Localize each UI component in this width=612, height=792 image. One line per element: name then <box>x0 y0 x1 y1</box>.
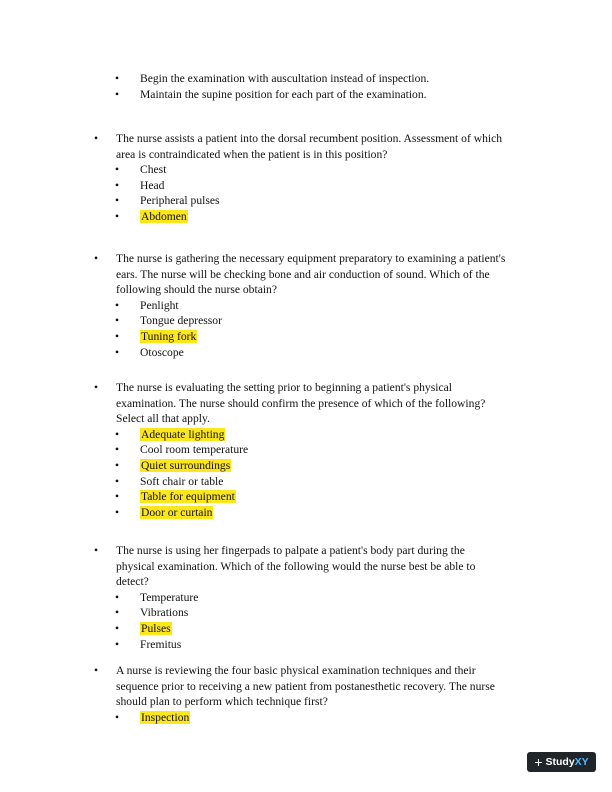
intro-list <box>0 71 612 102</box>
bullet: • <box>115 474 120 488</box>
answer-option <box>0 345 612 361</box>
highlighted-answer: Table for equipment <box>141 490 235 504</box>
highlighted-answer: Abdomen <box>141 210 187 224</box>
answer-option <box>0 193 612 209</box>
question-line: A nurse is reviewing the four basic physical examination techniques and their <box>116 664 476 677</box>
option-text: Tongue depressor <box>140 314 222 328</box>
option-text: Penlight <box>140 298 179 312</box>
bullet: • <box>115 637 120 651</box>
option-text: Peripheral pulses <box>140 194 220 208</box>
highlighted-answer: Tuning fork <box>141 329 197 343</box>
option-text: Cool room temperature <box>140 443 249 457</box>
bullet: • <box>115 329 120 343</box>
question-text <box>116 131 521 162</box>
bullet: • <box>115 298 120 312</box>
list-item <box>0 71 612 87</box>
question-bullet: • <box>94 252 99 265</box>
question-bullet: • <box>94 544 99 557</box>
bullet: • <box>115 490 120 504</box>
question-5 <box>0 663 612 725</box>
question-2 <box>0 251 612 360</box>
highlighted-answer: Quiet surroundings <box>141 458 231 472</box>
answer-option <box>0 474 612 490</box>
question-text <box>116 380 521 427</box>
question-line: examination. The nurse should confirm the presence of which of the following? <box>116 396 486 410</box>
bullet: • <box>115 443 120 457</box>
studyxy-badge[interactable] <box>527 752 596 772</box>
bullet: • <box>115 590 120 604</box>
bullet: • <box>115 178 120 192</box>
answer-list <box>0 427 612 521</box>
answer-option-correct <box>0 329 612 345</box>
question-line: detect? <box>116 575 149 588</box>
question-3 <box>0 380 612 521</box>
question-line: following should the nurse obtain? <box>116 283 277 296</box>
option-text: Soft chair or table <box>140 474 224 488</box>
question-bullet: • <box>94 381 99 394</box>
answer-option <box>0 298 612 314</box>
answer-option <box>0 162 612 178</box>
option-text: Fremitus <box>140 637 182 651</box>
answer-list <box>0 162 612 225</box>
question-line: The nurse assists a patient into the dorsal recumbent position. Assessment of which <box>116 132 503 145</box>
brand-name <box>546 752 589 772</box>
question-line: The nurse is using her fingerpads to palpate a patient's body part during the <box>116 544 465 557</box>
bullet: • <box>115 72 120 85</box>
answer-option <box>0 313 612 329</box>
answer-option-correct <box>0 621 612 637</box>
option-text: Vibrations <box>140 606 189 620</box>
bullet: • <box>115 163 120 176</box>
bullet: • <box>115 314 120 328</box>
highlighted-answer: Inspection <box>141 710 190 724</box>
question-line: The nurse is evaluating the setting prior to beginning a patient's physical <box>116 381 452 394</box>
option-text: Head <box>140 178 165 192</box>
brand-accent: XY <box>574 756 589 768</box>
bullet: • <box>115 87 120 101</box>
question-line: sequence prior to receiving a new patient from postanesthetic recovery. The nurse <box>116 679 495 693</box>
bullet: • <box>115 606 120 620</box>
question-line: area is contraindicated when the patient is in this position? <box>116 147 388 161</box>
question-bullet: • <box>94 132 99 145</box>
question-4 <box>0 543 612 652</box>
question-bullet: • <box>94 664 99 677</box>
highlighted-answer: Adequate lighting <box>141 427 225 441</box>
answer-option-correct <box>0 427 612 443</box>
item-text: Maintain the supine position for each part of the examination. <box>140 87 427 101</box>
answer-option <box>0 605 612 621</box>
answer-option-correct <box>0 458 612 474</box>
question-1 <box>0 131 612 225</box>
option-text: Chest <box>140 163 167 176</box>
item-text: Begin the examination with auscultation instead of inspection. <box>140 72 430 85</box>
bullet: • <box>115 458 120 472</box>
bullet: • <box>115 345 120 359</box>
answer-option <box>0 178 612 194</box>
bullet: • <box>115 194 120 208</box>
bullet: • <box>115 427 120 441</box>
answer-option <box>0 590 612 606</box>
highlighted-answer: Pulses <box>141 621 171 635</box>
bullet: • <box>115 710 120 724</box>
question-text <box>116 543 521 590</box>
option-text: Otoscope <box>140 345 184 359</box>
question-line: ears. The nurse will be checking bone and air conduction of sound. Which of the <box>116 267 490 281</box>
brand-text: Study <box>545 756 575 768</box>
answer-list <box>0 710 612 726</box>
answer-option-correct <box>0 489 612 505</box>
question-text <box>116 251 521 298</box>
answer-list <box>0 590 612 653</box>
answer-option <box>0 637 612 653</box>
question-line: should plan to perform which technique first? <box>116 695 328 708</box>
answer-option-correct <box>0 505 612 521</box>
question-line: Select all that apply. <box>116 412 210 425</box>
answer-option <box>0 442 612 458</box>
bullet: • <box>115 621 120 635</box>
highlighted-answer: Door or curtain <box>141 505 213 519</box>
list-item <box>0 87 612 103</box>
option-text: Temperature <box>140 590 199 604</box>
question-line: The nurse is gathering the necessary equipment preparatory to examining a patient's <box>116 252 506 265</box>
answer-option-correct <box>0 710 612 726</box>
bullet: • <box>115 210 120 224</box>
question-line: physical examination. Which of the following would the nurse best be able to <box>116 559 476 573</box>
answer-option-correct <box>0 209 612 225</box>
answer-list <box>0 298 612 361</box>
plus-icon: + <box>534 754 543 770</box>
question-text <box>116 663 521 710</box>
bullet: • <box>115 505 120 519</box>
